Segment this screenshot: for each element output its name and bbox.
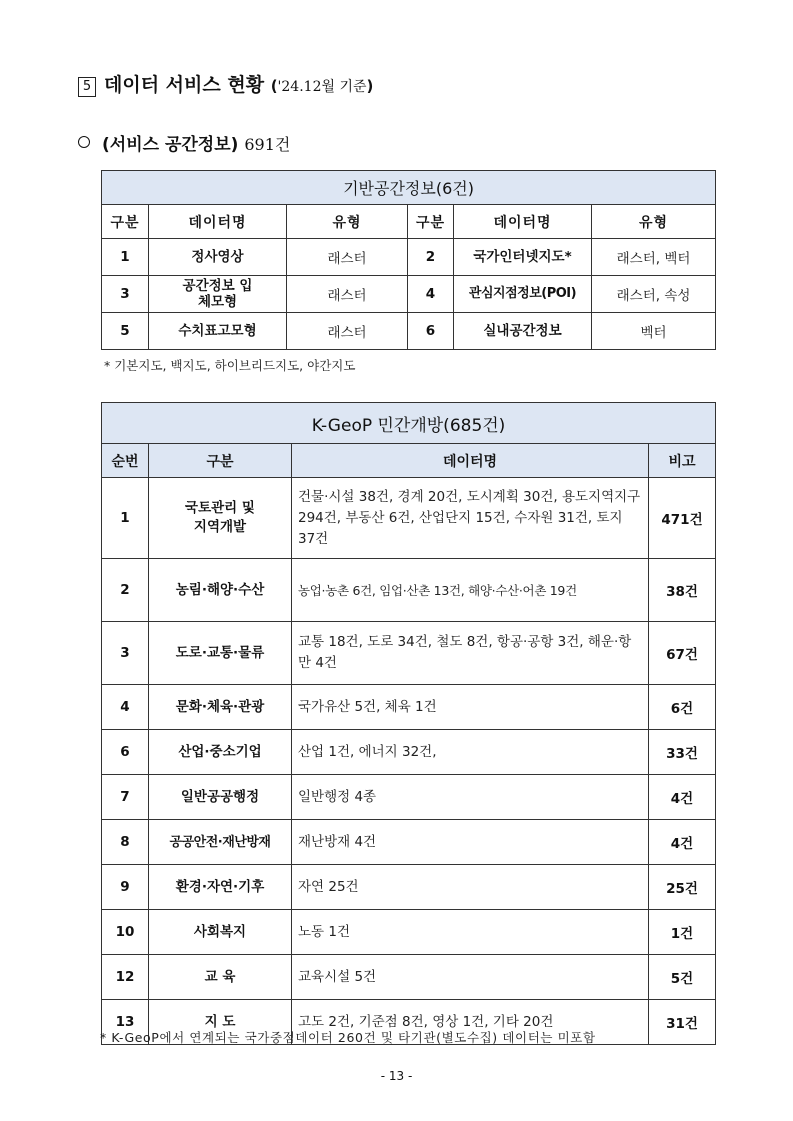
table2-cell-category: 사회복지 xyxy=(149,910,292,955)
section-title-text: 데이터 서비스 현황 xyxy=(104,74,265,96)
table2-row xyxy=(102,685,716,730)
table2-cell-no: 13 xyxy=(102,1000,149,1045)
section-number-box: 5 xyxy=(78,77,96,97)
table2-cell-category: 공공안전·재난방재 xyxy=(149,820,292,865)
table1-header: 유형 xyxy=(592,205,716,239)
table2-header: 순번 xyxy=(102,444,149,478)
table2-cell-remark: 25건 xyxy=(649,865,716,910)
subsection-label: (서비스 공간정보) xyxy=(102,135,239,155)
subsection-title xyxy=(78,130,290,155)
table2-cell-data: 재난방재 4건 xyxy=(292,820,649,865)
table1-row xyxy=(102,276,716,313)
table2-cell-data: 일반행정 4종 xyxy=(292,775,649,820)
table1-caption: 기반공간정보(6건) xyxy=(102,171,716,205)
table2-cell-remark: 4건 xyxy=(649,775,716,820)
table2-header: 데이터명 xyxy=(292,444,649,478)
table2-cell-remark: 5건 xyxy=(649,955,716,1000)
table2-cell-data: 산업 1건, 에너지 32건, xyxy=(292,730,649,775)
table2-cell-no: 4 xyxy=(102,685,149,730)
table2-cell-data: 교통 18건, 도로 34건, 철도 8건, 항공·공항 3건, 해운·항만 4건 xyxy=(292,622,649,685)
table2-cell-remark: 471건 xyxy=(649,478,716,559)
basis-close-paren: ) xyxy=(366,77,374,95)
table1-cell-no: 3 xyxy=(102,276,149,313)
table2-cell-no: 2 xyxy=(102,559,149,622)
table2-row xyxy=(102,622,716,685)
table2-row xyxy=(102,955,716,1000)
table2-cell-no: 3 xyxy=(102,622,149,685)
table1-header: 구분 xyxy=(102,205,149,239)
table1-cell-type: 래스터, 벡터 xyxy=(592,239,716,276)
section-title xyxy=(78,70,373,97)
table2-cell-remark: 4건 xyxy=(649,820,716,865)
table2-cell-remark: 33건 xyxy=(649,730,716,775)
table1-cell-name: 정사영상 xyxy=(149,239,287,276)
table2-cell-category: 국토관리 및 지역개발 xyxy=(149,478,292,559)
kgeop-open-data-table xyxy=(101,402,716,1045)
table2-header: 구분 xyxy=(149,444,292,478)
table2-cell-no: 8 xyxy=(102,820,149,865)
table2-cell-data: 건물·시설 38건, 경계 20건, 도시계획 30건, 용도지역지구 294건, 부동산 6건, 산업단지 15건, 수자원 31건, 토지 37건 xyxy=(292,478,649,559)
table2-cell-remark: 31건 xyxy=(649,1000,716,1045)
subsection-count: 691건 xyxy=(244,135,291,154)
table2-row xyxy=(102,775,716,820)
basis-open-paren: ( xyxy=(270,77,278,95)
table2-cell-category: 교 육 xyxy=(149,955,292,1000)
table1-cell-type: 래스터, 속성 xyxy=(592,276,716,313)
table2-row xyxy=(102,730,716,775)
circle-bullet-icon xyxy=(78,136,90,148)
table2-cell-category: 산업·중소기업 xyxy=(149,730,292,775)
table2-cell-category: 환경·자연·기후 xyxy=(149,865,292,910)
table1-cell-name: 실내공간정보 xyxy=(454,313,592,350)
table2-cell-data: 교육시설 5건 xyxy=(292,955,649,1000)
table2-cell-category: 도로·교통·물류 xyxy=(149,622,292,685)
table2-cell-category: 문화·체육·관광 xyxy=(149,685,292,730)
table1-header: 데이터명 xyxy=(454,205,592,239)
table2-header: 비고 xyxy=(649,444,716,478)
table2-cell-remark: 67건 xyxy=(649,622,716,685)
table2-cell-no: 1 xyxy=(102,478,149,559)
table1-cell-no: 2 xyxy=(408,239,454,276)
table1-cell-no: 1 xyxy=(102,239,149,276)
table2-cell-no: 12 xyxy=(102,955,149,1000)
table1-cell-no: 4 xyxy=(408,276,454,313)
table2-cell-data: 자연 25건 xyxy=(292,865,649,910)
table2-cell-data: 농업·농촌 6건, 임업·산촌 13건, 해양·수산·어촌 19건 xyxy=(292,559,649,622)
table1-cell-name: 수치표고모형 xyxy=(149,313,287,350)
table1-row xyxy=(102,313,716,350)
table2-cell-data: 국가유산 5건, 체육 1건 xyxy=(292,685,649,730)
table2-row xyxy=(102,559,716,622)
table2-cell-category: 농림·해양·수산 xyxy=(149,559,292,622)
table2-cell-data: 고도 2건, 기준점 8건, 영상 1건, 기타 20건 xyxy=(292,1000,649,1045)
table1-header: 유형 xyxy=(287,205,408,239)
table2-cell-no: 10 xyxy=(102,910,149,955)
table1-cell-type: 벡터 xyxy=(592,313,716,350)
table1-cell-type: 래스터 xyxy=(287,276,408,313)
table1-cell-type: 래스터 xyxy=(287,313,408,350)
page-number: - 13 - xyxy=(380,1069,413,1083)
table2-row xyxy=(102,820,716,865)
table2-cell-category: 지 도 xyxy=(149,1000,292,1045)
table2-row xyxy=(102,865,716,910)
table2-cell-no: 7 xyxy=(102,775,149,820)
table1-header: 데이터명 xyxy=(149,205,287,239)
table2-cell-remark: 6건 xyxy=(649,685,716,730)
table1-cell-name: 국가인터넷지도* xyxy=(454,239,592,276)
table1-cell-name: 관심지점정보(POI) xyxy=(454,276,592,313)
table2-caption: K-GeoP 민간개방(685건) xyxy=(102,403,716,444)
table1-cell-no: 6 xyxy=(408,313,454,350)
table2-cell-category: 일반공공행정 xyxy=(149,775,292,820)
table2-footnote: * K-GeoP에서 연계되는 국가중점데이터 260건 및 타기관(별도수집) 데이터는 미포함 xyxy=(100,1030,596,1045)
base-spatial-info-table xyxy=(101,170,716,350)
table1-header: 구분 xyxy=(408,205,454,239)
table1-footnote: * 기본지도, 백지도, 하이브리드지도, 야간지도 xyxy=(104,358,356,373)
table1-row xyxy=(102,239,716,276)
table1-cell-no: 5 xyxy=(102,313,149,350)
table2-cell-no: 9 xyxy=(102,865,149,910)
section-basis-date: '24.12월 기준 xyxy=(277,79,367,95)
table1-cell-type: 래스터 xyxy=(287,239,408,276)
table2-cell-data: 노동 1건 xyxy=(292,910,649,955)
table2-cell-no: 6 xyxy=(102,730,149,775)
table1-cell-name: 공간정보 입체모형 xyxy=(149,276,287,313)
table2-cell-remark: 38건 xyxy=(649,559,716,622)
table2-cell-remark: 1건 xyxy=(649,910,716,955)
table2-row xyxy=(102,478,716,559)
table2-row xyxy=(102,910,716,955)
